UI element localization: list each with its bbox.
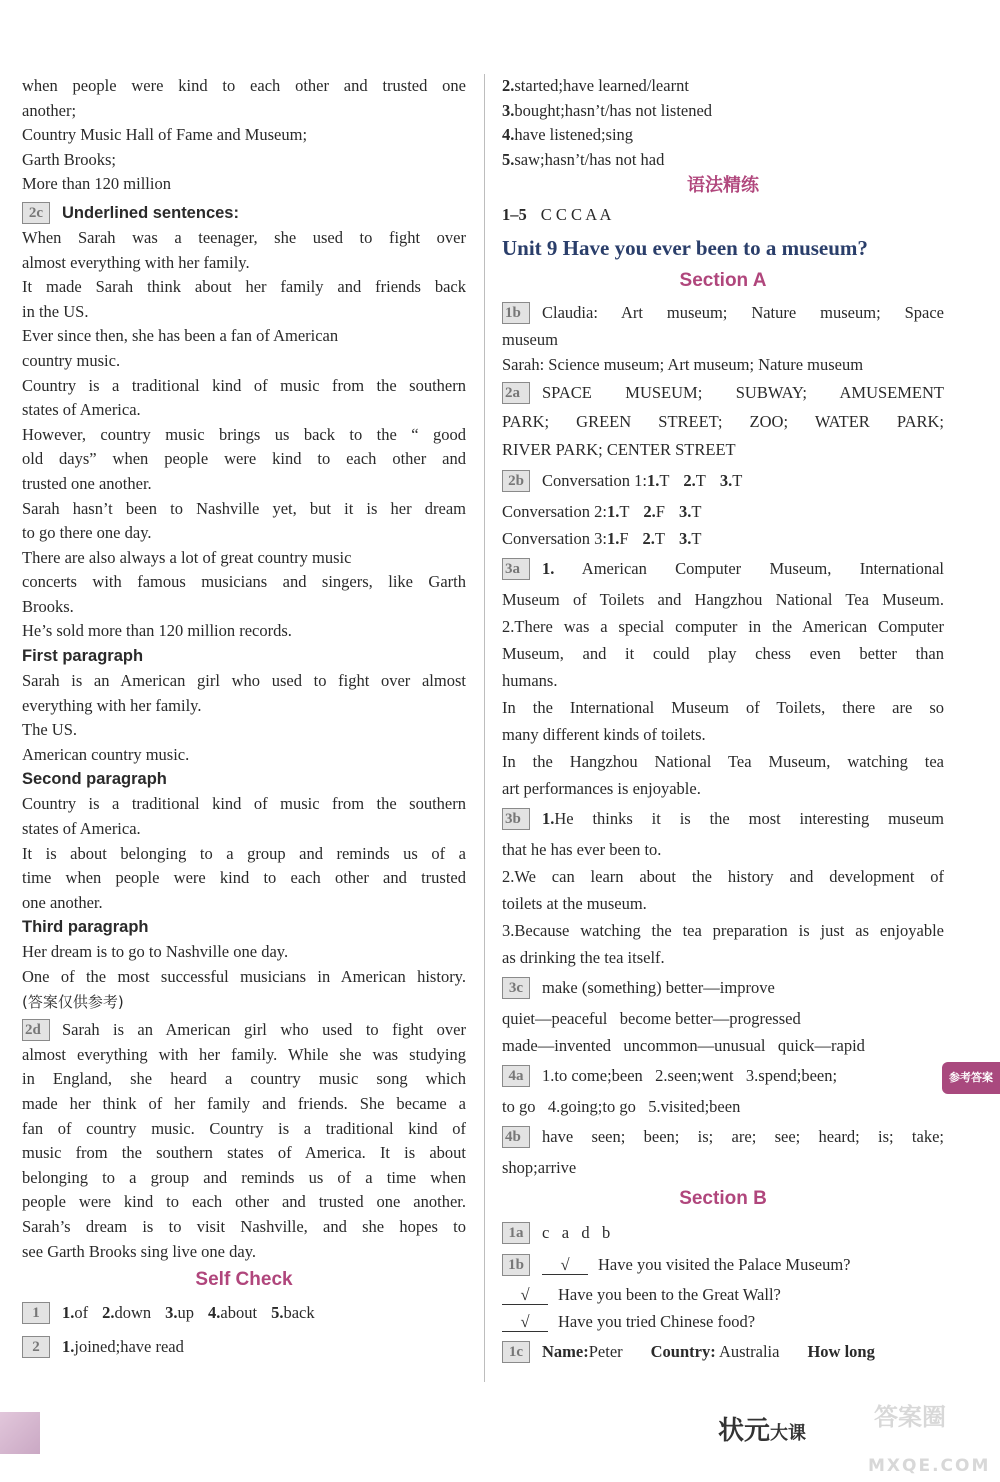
text-line: Museum of Toilets and Hangzhou National Tea Museum. bbox=[502, 589, 944, 609]
text-line: In the Hangzhou National Tea Museum, watching tea bbox=[502, 751, 944, 771]
second-paragraph-heading: Second paragraph bbox=[22, 770, 167, 789]
watermark-url: MXQE.COM bbox=[868, 1456, 991, 1476]
answer: about bbox=[220, 1303, 258, 1323]
check-mark: √ bbox=[502, 1312, 548, 1332]
text-span: have seen; been; is; are; see; heard; is; take; bbox=[542, 1126, 944, 1146]
answer-line bbox=[502, 74, 944, 99]
answer: bought;hasn’t/has not listened bbox=[514, 100, 713, 120]
text-line: time when people were kind to each other and trusted bbox=[22, 868, 466, 888]
item-number: 2. bbox=[642, 528, 655, 548]
check-mark: √ bbox=[542, 1255, 588, 1275]
note-line: (答案仅供参考) bbox=[22, 992, 124, 1011]
text-line: concerts with famous musicians and singers, like Garth bbox=[22, 572, 466, 592]
text-line: toilets at the museum. bbox=[502, 893, 647, 913]
text-span: Sarah is an American girl who used to fight over bbox=[62, 1020, 466, 1040]
field-value: Peter bbox=[588, 1341, 623, 1361]
answer: T bbox=[619, 501, 630, 521]
text-line: Country Music Hall of Fame and Museum; bbox=[22, 125, 308, 145]
item-number: 2. bbox=[683, 470, 696, 490]
answer: started;have learned/learnt bbox=[514, 76, 689, 95]
exercise-1a-line bbox=[502, 1217, 944, 1249]
exercise-title: Underlined sentences: bbox=[62, 203, 239, 222]
text-line: Sarah: Science museum; Art museum; Nature museum bbox=[502, 354, 864, 374]
exercise-4a-first-line bbox=[502, 1059, 944, 1093]
exercise-2a-first-line bbox=[502, 378, 944, 408]
section-a-heading: Section A bbox=[679, 270, 767, 292]
conversation-label: Conversation 3: bbox=[502, 528, 607, 548]
text-line: Sarah is an American girl who used to fight over almost bbox=[22, 671, 466, 691]
footer-brand bbox=[718, 1410, 806, 1447]
exercise-badge: 1a bbox=[502, 1222, 530, 1244]
self-check-heading: Self Check bbox=[195, 1269, 293, 1291]
grammar-heading: 语法精练 bbox=[687, 175, 759, 197]
corner-decoration bbox=[0, 1412, 40, 1454]
text-line: Garth Brooks; bbox=[22, 149, 116, 169]
conversation-label: Conversation 1: bbox=[542, 470, 647, 490]
text-line: states of America. bbox=[22, 400, 141, 420]
exercise-badge: 3a bbox=[502, 558, 530, 580]
text-line: fan of country music. Country is a traditional kind of bbox=[22, 1118, 466, 1138]
answer: down bbox=[114, 1303, 152, 1323]
text-line: everything with her family. bbox=[22, 695, 202, 715]
item-number: 3. bbox=[165, 1303, 178, 1323]
answer: F bbox=[619, 528, 629, 548]
self-check-1 bbox=[22, 1296, 466, 1330]
text-line: 2.There was a special computer in the American Computer bbox=[502, 616, 944, 636]
text-line: art performances is enjoyable. bbox=[502, 778, 701, 798]
answer: of bbox=[74, 1303, 89, 1323]
exercise-2b-line-2 bbox=[502, 498, 944, 525]
exercise-badge: 4a bbox=[502, 1065, 530, 1087]
field-label: Name: bbox=[542, 1341, 589, 1361]
answer: T bbox=[654, 528, 665, 548]
item-number: 4. bbox=[502, 125, 515, 145]
item-number: 1. bbox=[62, 1303, 75, 1323]
exercise-badge: 4b bbox=[502, 1126, 530, 1148]
exercise-3c-first-line bbox=[502, 971, 944, 1005]
item-number: 3. bbox=[678, 501, 692, 521]
watermark-text: 答案圈 bbox=[874, 1403, 946, 1431]
text-line: When Sarah was a teenager, she used to fight over bbox=[22, 227, 466, 247]
text-line: almost everything with her family. bbox=[22, 252, 250, 272]
item-number: 1. bbox=[606, 528, 620, 548]
answer-line bbox=[502, 99, 944, 124]
check-mark: √ bbox=[502, 1285, 548, 1305]
exercise-2d-first-line bbox=[22, 1018, 466, 1043]
exercise-1b-check-2 bbox=[502, 1281, 944, 1308]
item-number: 5. bbox=[271, 1303, 284, 1323]
column-divider bbox=[484, 74, 485, 1382]
answer-key-tab: 参考答案 bbox=[942, 1062, 1000, 1094]
first-paragraph-heading: First paragraph bbox=[22, 647, 144, 666]
answer-line bbox=[502, 148, 944, 173]
exercise-badge: 2 bbox=[22, 1336, 50, 1358]
question-text: Have you been to the Great Wall? bbox=[558, 1284, 781, 1304]
text-line: another; bbox=[22, 100, 77, 120]
exercise-1b-first-line bbox=[502, 298, 944, 328]
text-span: 1.to come;been 2.seen;went 3.spend;been; bbox=[542, 1065, 838, 1085]
field-label: Country: bbox=[650, 1341, 716, 1361]
exercise-4b-first-line bbox=[502, 1120, 944, 1154]
text-line: trusted one another. bbox=[22, 473, 152, 493]
text-line: in England, she heard a country music song which bbox=[22, 1069, 466, 1089]
text-line: Her dream is to go to Nashville one day. bbox=[22, 942, 289, 962]
answer: T bbox=[691, 501, 702, 521]
unit-title: Unit 9 Have you ever been to a museum? bbox=[502, 236, 868, 261]
text-line: almost everything with her family. While she was studying bbox=[22, 1044, 466, 1064]
text-line: that he has ever been to. bbox=[502, 839, 662, 859]
answer: joined;have read bbox=[74, 1337, 184, 1357]
watermark-logo bbox=[860, 1385, 1000, 1482]
text-line: There are also always a lot of great country music bbox=[22, 547, 352, 567]
item-number: 2. bbox=[102, 1303, 115, 1323]
exercise-badge: 3b bbox=[502, 808, 530, 830]
answer: T bbox=[732, 470, 743, 490]
text-span: make (something) better—improve bbox=[542, 977, 775, 997]
text-line: However, country music brings us back to the “ good bbox=[22, 424, 466, 444]
answer: c a d b bbox=[542, 1222, 611, 1242]
exercise-badge: 1b bbox=[502, 1254, 530, 1276]
text-line: Museum, and it could play chess even better than bbox=[502, 643, 944, 663]
item-number: 1. bbox=[542, 808, 555, 828]
brand-logo-text: 状元 bbox=[718, 1416, 771, 1446]
item-number: 3. bbox=[678, 528, 692, 548]
field-label: How long bbox=[807, 1341, 875, 1361]
item-number: 2. bbox=[643, 501, 656, 521]
text-line: Country is a traditional kind of music from the southern bbox=[22, 794, 466, 814]
exercise-1b-check-1 bbox=[502, 1249, 944, 1281]
text-line: 2.We can learn about the history and development of bbox=[502, 866, 944, 886]
text-span: He thinks it is the most interesting museum bbox=[554, 808, 944, 828]
text-span: American Computer Museum, International bbox=[581, 558, 944, 578]
conversation-label: Conversation 2: bbox=[502, 501, 607, 521]
text-line: quiet—peaceful become better—progressed bbox=[502, 1008, 801, 1028]
exercise-badge: 1b bbox=[502, 302, 530, 324]
text-line: He’s sold more than 120 million records. bbox=[22, 621, 292, 641]
self-check-2 bbox=[22, 1330, 466, 1364]
text-line: It is about belonging to a group and reminds us of a bbox=[22, 843, 466, 863]
text-span: Claudia: Art museum; Nature museum; Space bbox=[542, 303, 944, 323]
text-line: Sarah’s dream is to visit Nashville, and she hopes to bbox=[22, 1216, 466, 1236]
item-number: 1. bbox=[646, 470, 660, 490]
text-line: music from the southern states of America. It is about bbox=[22, 1143, 466, 1163]
text-line: in the US. bbox=[22, 301, 89, 321]
text-line: Ever since then, she has been a fan of American bbox=[22, 326, 339, 346]
question-text: Have you visited the Palace Museum? bbox=[598, 1254, 851, 1274]
text-line: belonging to a group and reminds us of a time when bbox=[22, 1167, 466, 1187]
exercise-2c-header bbox=[22, 201, 466, 226]
item-number: 4. bbox=[208, 1303, 221, 1323]
exercise-badge: 2d bbox=[22, 1019, 50, 1041]
text-line: country music. bbox=[22, 350, 121, 370]
exercise-2b-line-1 bbox=[502, 464, 944, 498]
answer: T bbox=[695, 470, 706, 490]
item-number: 2. bbox=[502, 76, 515, 95]
item-number: 3. bbox=[502, 100, 515, 120]
exercise-3a-first-line bbox=[502, 552, 944, 586]
item-number: 1–5 bbox=[502, 205, 527, 225]
exercise-badge: 3c bbox=[502, 977, 530, 999]
text-line: people were kind to each other and trusted one another. bbox=[22, 1192, 466, 1212]
text-line: More than 120 million bbox=[22, 174, 171, 194]
text-line: when people were kind to each other and trusted one bbox=[22, 76, 466, 95]
text-line: One of the most successful musicians in American history. bbox=[22, 967, 466, 986]
answer: T bbox=[691, 528, 702, 548]
text-span: SPACE MUSEUM; SUBWAY; AMUSEMENT bbox=[542, 382, 944, 402]
text-line: The US. bbox=[22, 720, 77, 740]
section-b-heading: Section B bbox=[679, 1187, 767, 1209]
text-line: It made Sarah think about her family and friends back bbox=[22, 277, 466, 297]
text-line: museum bbox=[502, 330, 558, 350]
answer-line bbox=[502, 123, 944, 148]
answer: saw;hasn’t/has not had bbox=[514, 149, 665, 169]
exercise-badge: 2b bbox=[502, 470, 530, 492]
exercise-badge: 1 bbox=[22, 1302, 50, 1324]
text-line: made—invented uncommon—unusual quick—rapid bbox=[502, 1035, 865, 1055]
answer: F bbox=[655, 501, 665, 521]
brand-subtitle: 大课 bbox=[770, 1423, 807, 1444]
answer: back bbox=[283, 1303, 315, 1323]
exercise-3b-first-line bbox=[502, 802, 944, 836]
item-number: 1. bbox=[542, 558, 555, 578]
item-number: 1. bbox=[62, 1337, 75, 1357]
text-line: to go 4.going;to go 5.visited;been bbox=[502, 1096, 741, 1116]
item-number: 1. bbox=[606, 501, 620, 521]
text-line: to go there one day. bbox=[22, 523, 152, 543]
answer: C C C A A bbox=[540, 205, 612, 225]
exercise-badge: 1c bbox=[502, 1341, 530, 1363]
text-line: American country music. bbox=[22, 744, 190, 764]
question-text: Have you tried Chinese food? bbox=[558, 1311, 756, 1331]
text-line: humans. bbox=[502, 670, 558, 690]
answer: have listened;sing bbox=[514, 125, 634, 145]
item-number: 5. bbox=[502, 149, 515, 169]
text-line: old days” when people were kind to each other and bbox=[22, 449, 466, 469]
text-line: Brooks. bbox=[22, 596, 74, 616]
text-line: one another. bbox=[22, 892, 103, 912]
exercise-badge: 2a bbox=[502, 382, 530, 404]
text-line: Sarah hasn’t been to Nashville yet, but it is her dream bbox=[22, 498, 466, 518]
exercise-2b-line-3 bbox=[502, 525, 944, 552]
left-column bbox=[22, 74, 466, 1364]
answer: up bbox=[177, 1303, 195, 1323]
text-line: PARK; GREEN STREET; ZOO; WATER PARK; bbox=[502, 411, 944, 431]
text-line: as drinking the tea itself. bbox=[502, 947, 665, 967]
text-line: In the International Museum of Toilets, there are so bbox=[502, 697, 944, 717]
text-line: Country is a traditional kind of music from the southern bbox=[22, 375, 466, 395]
text-line: made her think of her family and friends. She became a bbox=[22, 1093, 466, 1113]
text-line: shop;arrive bbox=[502, 1157, 577, 1177]
text-line: see Garth Brooks sing live one day. bbox=[22, 1241, 257, 1261]
text-line: RIVER PARK; CENTER STREET bbox=[502, 439, 736, 459]
third-paragraph-heading: Third paragraph bbox=[22, 918, 149, 937]
exercise-1c-line bbox=[502, 1335, 944, 1369]
item-number: 3. bbox=[719, 470, 733, 490]
right-column bbox=[502, 74, 944, 1369]
text-line: states of America. bbox=[22, 819, 141, 839]
field-value: Australia bbox=[718, 1341, 780, 1361]
exercise-1b-check-3 bbox=[502, 1308, 944, 1335]
exercise-badge: 2c bbox=[22, 202, 50, 224]
text-line: many different kinds of toilets. bbox=[502, 724, 706, 744]
text-line: 3.Because watching the tea preparation is just as enjoyable bbox=[502, 920, 944, 940]
grammar-answer-line bbox=[502, 200, 944, 230]
answer: T bbox=[659, 470, 670, 490]
